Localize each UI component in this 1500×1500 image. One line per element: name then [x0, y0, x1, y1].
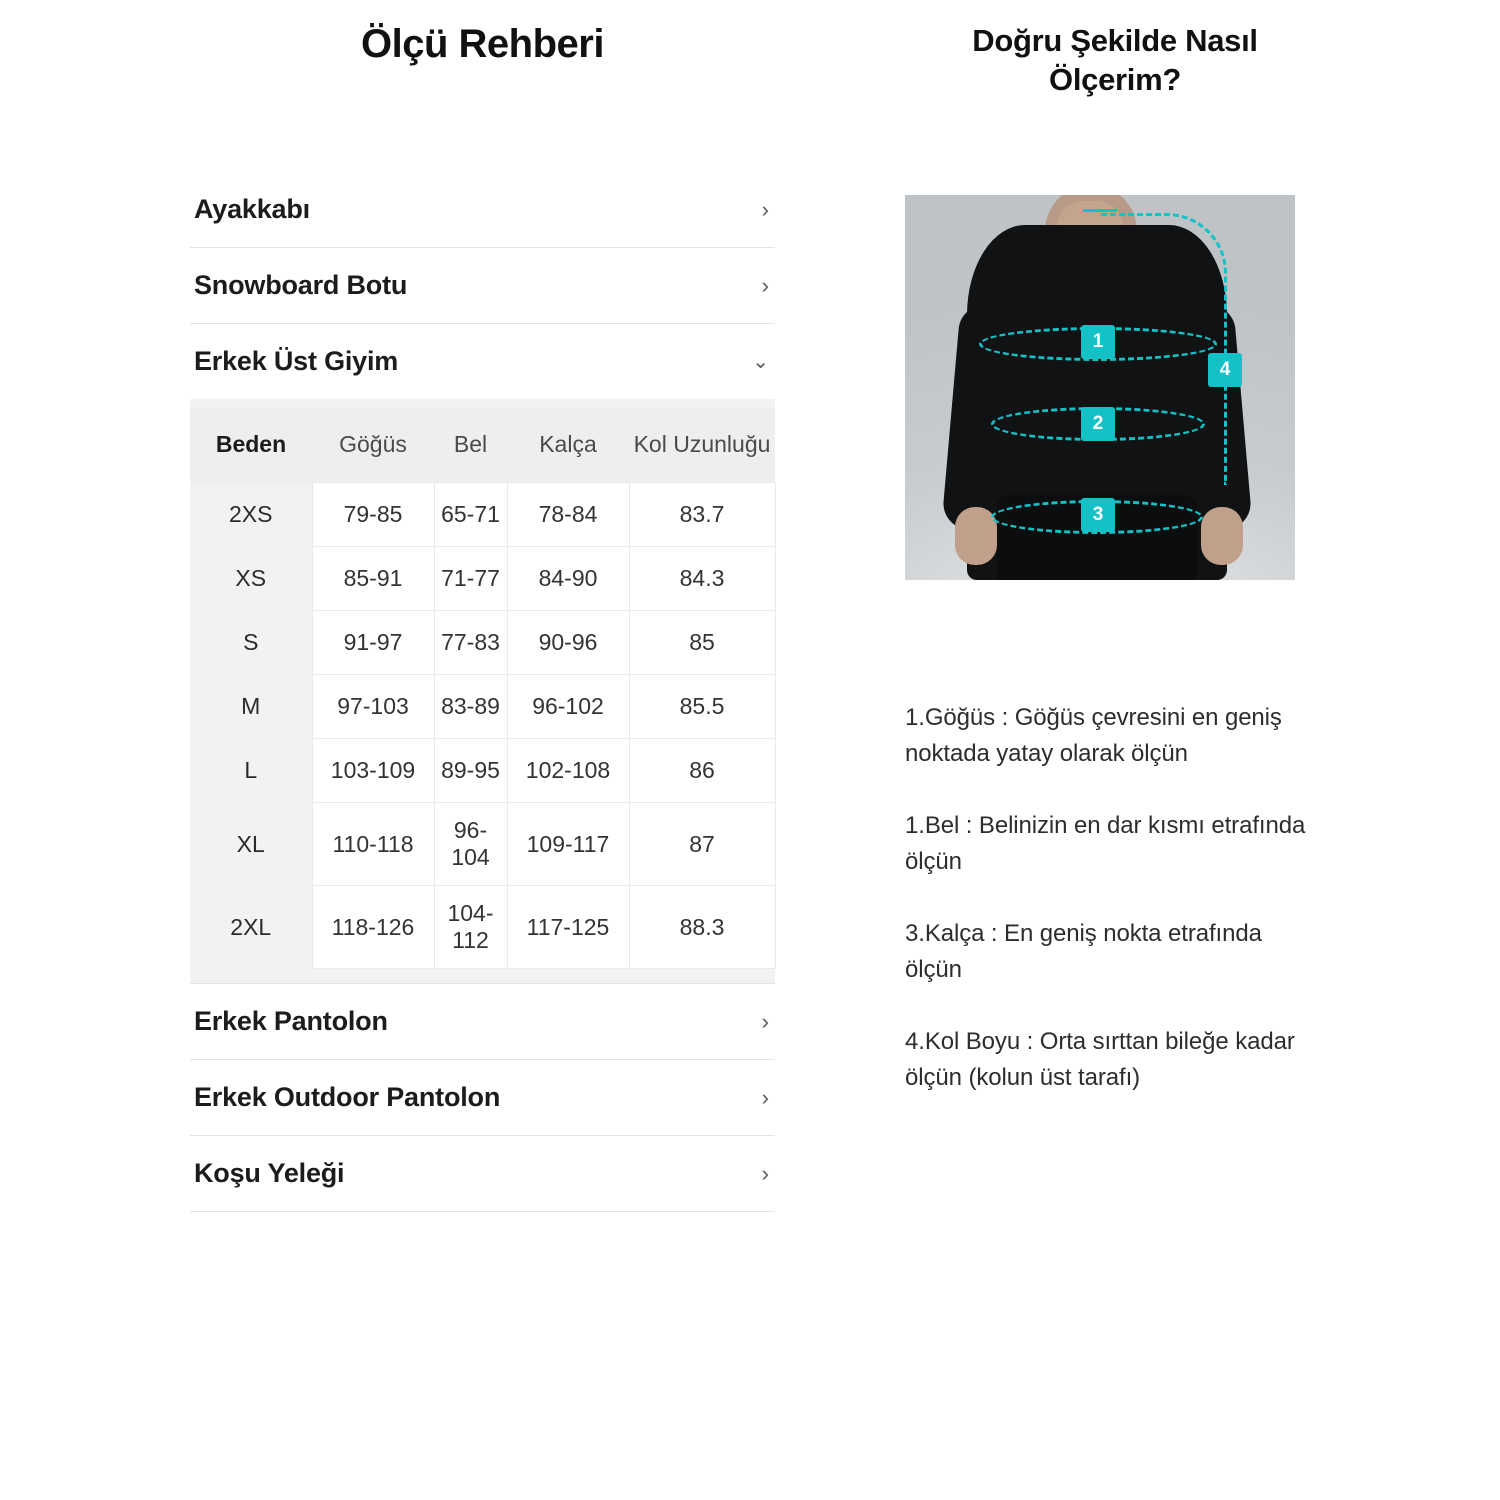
cell-size: XS	[190, 547, 312, 611]
cell-waist: 104-112	[434, 886, 507, 969]
table-row	[190, 886, 775, 969]
size-table-container	[190, 399, 775, 983]
cell-chest: 118-126	[312, 886, 434, 969]
badge-1: 1	[1081, 325, 1115, 359]
note-chest: 1.Göğüs : Göğüs çevresini en geniş noktada yatay olarak ölçün	[905, 703, 1282, 767]
accordion-label: Snowboard Botu	[194, 270, 408, 300]
cell-sleeve: 88.3	[629, 886, 775, 969]
cell-chest: 91-97	[312, 611, 434, 675]
size-guide-left-column	[190, 0, 775, 1500]
chevron-right-icon[interactable]: ›	[761, 196, 769, 222]
column-header-beden: Beden	[190, 409, 312, 483]
table-row	[190, 611, 775, 675]
chevron-right-icon[interactable]: ›	[761, 1084, 769, 1110]
cell-sleeve: 85	[629, 611, 775, 675]
table-row	[190, 803, 775, 886]
chevron-down-icon[interactable]: ⌄	[752, 350, 769, 373]
cell-waist: 89-95	[434, 739, 507, 803]
column-header-gogus: Göğüs	[312, 409, 434, 483]
accordion-item-ayakkabi[interactable]	[190, 172, 775, 248]
page-title: Ölçü Rehberi	[361, 22, 604, 66]
cell-chest: 110-118	[312, 803, 434, 886]
measurement-help-column	[905, 0, 1325, 1132]
size-category-accordion	[190, 172, 775, 1212]
note-sleeve: 4.Kol Boyu : Orta sırttan bileğe kadar ölçün (kolun üst tarafı)	[905, 1027, 1295, 1091]
table-header-row	[190, 409, 775, 483]
cell-size: 2XS	[190, 483, 312, 547]
measurement-diagram-image	[905, 195, 1295, 580]
column-header-bel: Bel	[434, 409, 507, 483]
cell-chest: 103-109	[312, 739, 434, 803]
badge-3: 3	[1081, 498, 1115, 532]
model-hand-right	[1201, 507, 1243, 565]
accordion-label: Erkek Outdoor Pantolon	[194, 1082, 501, 1112]
table-row	[190, 675, 775, 739]
column-header-kalca: Kalça	[507, 409, 629, 483]
cell-chest: 85-91	[312, 547, 434, 611]
section-title: Doğru Şekilde Nasıl Ölçerim?	[972, 23, 1258, 97]
cell-hip: 109-117	[507, 803, 629, 886]
cell-waist: 96-104	[434, 803, 507, 886]
cell-size: 2XL	[190, 886, 312, 969]
table-row	[190, 547, 775, 611]
cell-size: M	[190, 675, 312, 739]
cell-sleeve: 85.5	[629, 675, 775, 739]
cell-chest: 79-85	[312, 483, 434, 547]
accordion-item-erkek-outdoor-pantolon[interactable]	[190, 1060, 775, 1136]
cell-sleeve: 84.3	[629, 547, 775, 611]
cell-sleeve: 83.7	[629, 483, 775, 547]
accordion-item-kosu-yelegi[interactable]	[190, 1136, 775, 1212]
note-hip: 3.Kalça : En geniş nokta etrafında ölçün	[905, 919, 1262, 983]
neck-measure-arrow	[1083, 209, 1117, 212]
cell-chest: 97-103	[312, 675, 434, 739]
cell-hip: 117-125	[507, 886, 629, 969]
cell-size: S	[190, 611, 312, 675]
accordion-label: Koşu Yeleği	[194, 1158, 345, 1188]
chevron-right-icon[interactable]: ›	[761, 1008, 769, 1034]
chevron-right-icon[interactable]: ›	[761, 1160, 769, 1186]
accordion-item-erkek-pantolon[interactable]	[190, 983, 775, 1060]
size-table	[190, 409, 776, 969]
cell-sleeve: 87	[629, 803, 775, 886]
cell-hip: 78-84	[507, 483, 629, 547]
cell-hip: 90-96	[507, 611, 629, 675]
accordion-label: Erkek Üst Giyim	[194, 346, 399, 376]
cell-waist: 77-83	[434, 611, 507, 675]
accordion-label: Ayakkabı	[194, 194, 310, 224]
accordion-label: Erkek Pantolon	[194, 1006, 388, 1036]
accordion-item-erkek-ust-giyim[interactable]	[190, 324, 775, 399]
cell-hip: 102-108	[507, 739, 629, 803]
cell-waist: 65-71	[434, 483, 507, 547]
cell-hip: 96-102	[507, 675, 629, 739]
accordion-item-snowboard-botu[interactable]	[190, 248, 775, 324]
cell-size: L	[190, 739, 312, 803]
badge-2: 2	[1081, 407, 1115, 441]
note-waist: 1.Bel : Belinizin en dar kısmı etrafında ölçün	[905, 811, 1306, 875]
table-row	[190, 483, 775, 547]
measurement-notes	[905, 700, 1325, 1096]
cell-waist: 83-89	[434, 675, 507, 739]
table-row	[190, 739, 775, 803]
cell-sleeve: 86	[629, 739, 775, 803]
cell-waist: 71-77	[434, 547, 507, 611]
column-header-kol-uzunlugu: Kol Uzunluğu	[629, 409, 775, 483]
badge-4: 4	[1208, 353, 1242, 387]
cell-hip: 84-90	[507, 547, 629, 611]
chevron-right-icon[interactable]: ›	[761, 272, 769, 298]
cell-size: XL	[190, 803, 312, 886]
